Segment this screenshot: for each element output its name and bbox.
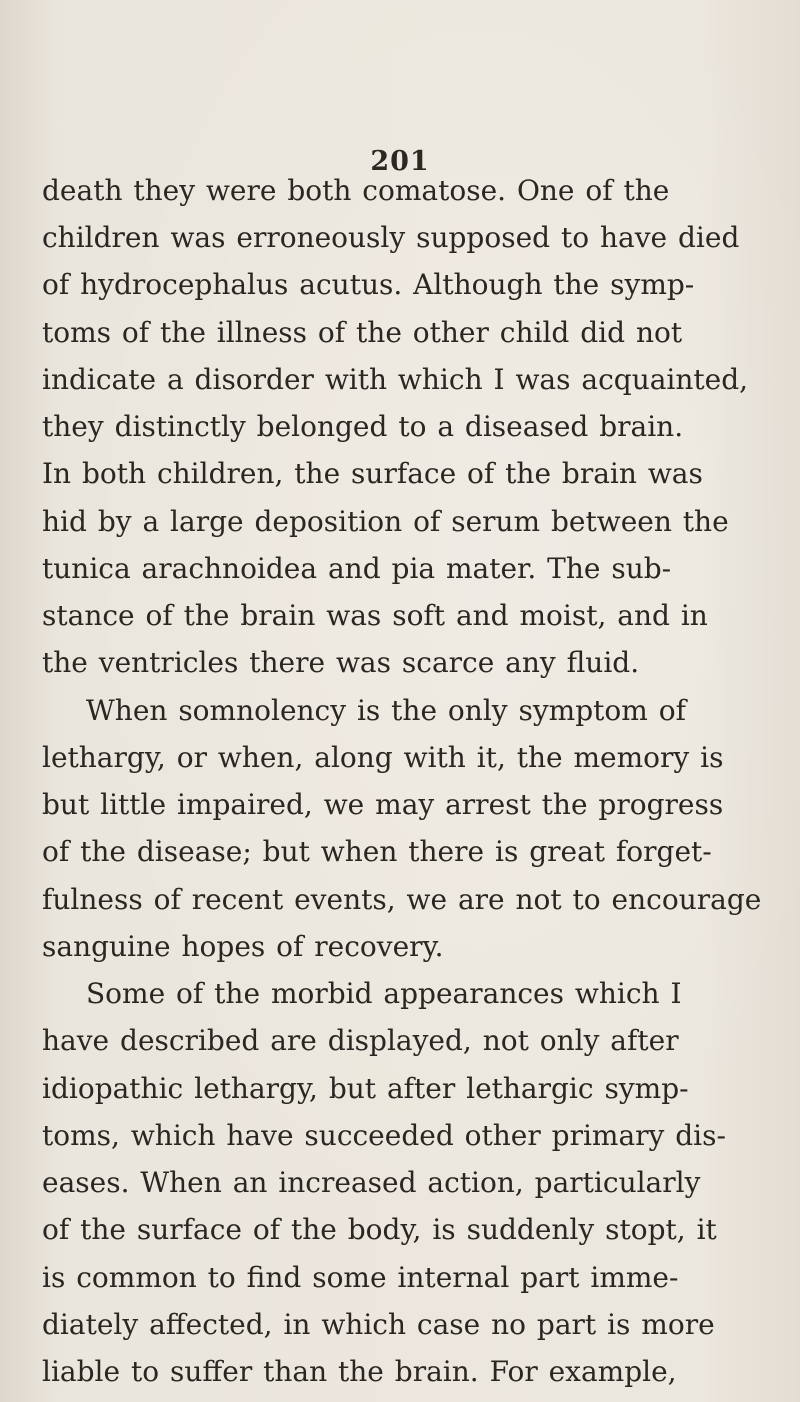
text-line xyxy=(0,265,800,305)
text-line xyxy=(0,454,800,494)
text-line-content: they distinctly belonged to a diseased brain. xyxy=(42,410,684,443)
page-number: 201 xyxy=(370,146,430,177)
text-line-content: children was erroneously supposed to have died xyxy=(42,221,740,254)
text-line-content: lethargy, or when, along with it, the memory is xyxy=(42,741,724,774)
text-line xyxy=(0,1021,800,1061)
text-line xyxy=(0,1210,800,1250)
text-line-content: of the surface of the body, is suddenly stopt, it xyxy=(42,1213,717,1246)
text-line-content: liable to suffer than the brain. For example, xyxy=(42,1355,677,1388)
text-line xyxy=(0,643,800,683)
text-line xyxy=(0,313,800,353)
text-line-content: have described are displayed, not only after xyxy=(42,1024,679,1057)
text-line-content: Some of the morbid appearances which I xyxy=(86,977,682,1010)
text-line-content: tunica arachnoidea and pia mater. The sub- xyxy=(42,552,672,585)
text-line-content: stance of the brain was soft and moist, and in xyxy=(42,599,708,632)
text-line-content: is common to find some internal part imme- xyxy=(42,1261,679,1294)
text-line xyxy=(0,691,800,731)
text-line xyxy=(0,1258,800,1298)
text-line-content: toms, which have succeeded other primary dis- xyxy=(42,1119,726,1152)
text-line-content: the ventricles there was scarce any fluid. xyxy=(42,646,640,679)
text-line xyxy=(0,360,800,400)
text-line xyxy=(0,596,800,636)
text-line xyxy=(0,171,800,211)
text-line xyxy=(0,738,800,778)
text-line xyxy=(0,785,800,825)
text-line xyxy=(0,549,800,589)
text-line-content: In both children, the surface of the brain was xyxy=(42,457,703,490)
text-line xyxy=(0,880,800,920)
text-line-content: of hydrocephalus acutus. Although the symp- xyxy=(42,268,695,301)
text-line-content: but little impaired, we may arrest the progress xyxy=(42,788,724,821)
text-line xyxy=(0,1305,800,1345)
text-line-content: When somnolency is the only symptom of xyxy=(86,694,686,727)
text-line xyxy=(0,1163,800,1203)
text-line-content: eases. When an increased action, particularly xyxy=(42,1166,701,1199)
text-line xyxy=(0,832,800,872)
text-line-content: sanguine hopes of recovery. xyxy=(42,930,444,963)
text-line xyxy=(0,407,800,447)
text-line-content: of the disease; but when there is great forget- xyxy=(42,835,712,868)
text-line xyxy=(0,502,800,542)
text-line xyxy=(0,218,800,258)
text-line xyxy=(0,1069,800,1109)
text-line-content: death they were both comatose. One of the xyxy=(42,174,670,207)
text-line xyxy=(0,927,800,967)
text-line-content: fulness of recent events, we are not to encourage xyxy=(42,883,762,916)
text-line xyxy=(0,1116,800,1156)
text-line-content: hid by a large deposition of serum between the xyxy=(42,505,729,538)
text-line-content: idiopathic lethargy, but after lethargic symp- xyxy=(42,1072,689,1105)
text-line-content: toms of the illness of the other child did not xyxy=(42,316,683,349)
text-line-content: indicate a disorder with which I was acquainted, xyxy=(42,363,749,396)
text-line-content: diately affected, in which case no part is more xyxy=(42,1308,715,1341)
text-line xyxy=(0,974,800,1014)
text-line xyxy=(0,1352,800,1392)
